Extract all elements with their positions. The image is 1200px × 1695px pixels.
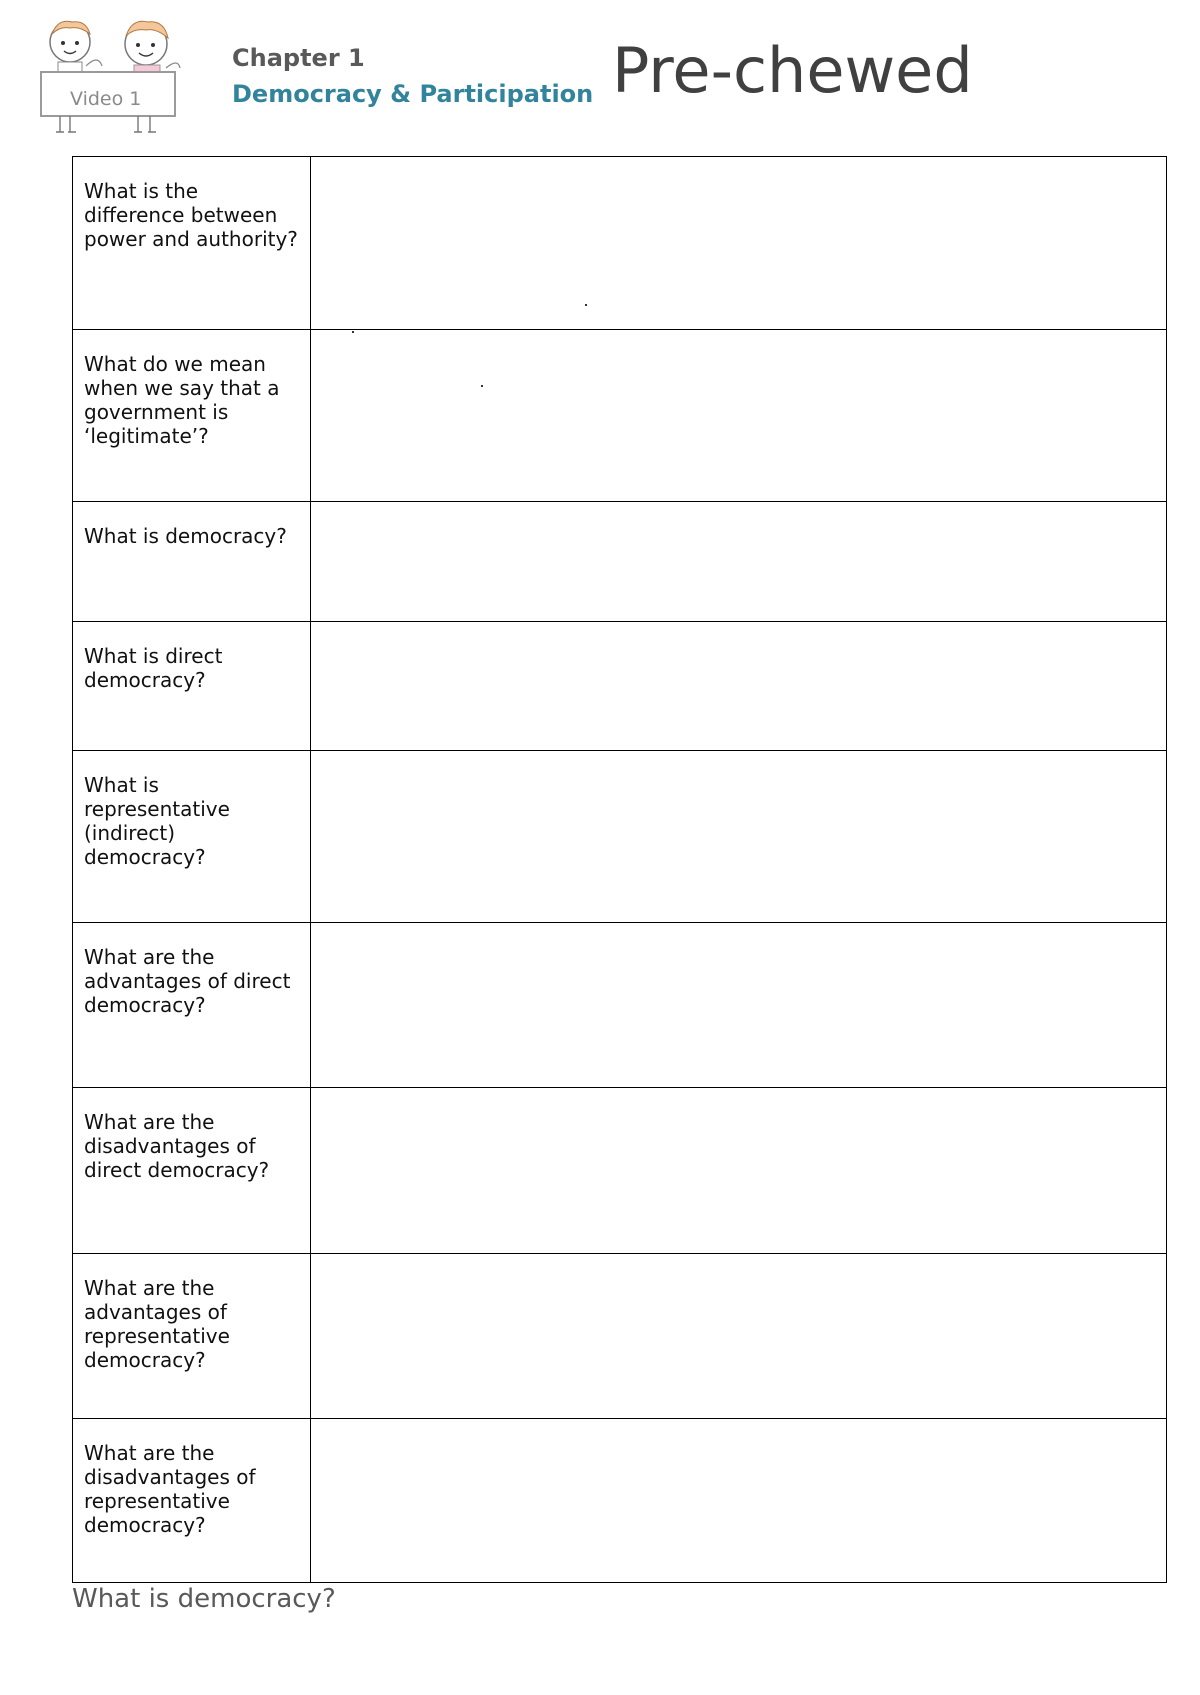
table-row: [73, 1419, 1167, 1583]
stray-mark: [481, 385, 483, 387]
question-table: [72, 156, 1167, 1583]
answer-cell[interactable]: [311, 1419, 1167, 1583]
table-row: [73, 751, 1167, 923]
answer-cell[interactable]: [311, 923, 1167, 1088]
table-row: [73, 1254, 1167, 1419]
question-cell: What are the disadvantages of representative democracy?: [73, 1419, 311, 1583]
question-cell: What are the advantages of direct democracy?: [73, 923, 311, 1088]
question-cell: What is representative (indirect) democracy?: [73, 751, 311, 923]
question-cell: What do we mean when we say that a government is ‘legitimate’?: [73, 330, 311, 502]
question-cell: What is direct democracy?: [73, 622, 311, 751]
chapter-heading: Chapter 1: [232, 44, 365, 72]
table-row: [73, 330, 1167, 502]
page-title: Pre-chewed: [612, 34, 973, 107]
footer-heading: What is democracy?: [72, 1584, 336, 1614]
video-label: Video 1: [70, 88, 142, 110]
question-cell: What are the advantages of representative democracy?: [73, 1254, 311, 1419]
answer-cell[interactable]: [311, 330, 1167, 502]
question-cell: What are the disadvantages of direct democracy?: [73, 1088, 311, 1254]
answer-cell[interactable]: [311, 157, 1167, 330]
question-cell: What is the difference between power and authority?: [73, 157, 311, 330]
answer-cell[interactable]: [311, 622, 1167, 751]
question-cell: What is democracy?: [73, 502, 311, 622]
table-row: [73, 923, 1167, 1088]
table-row: [73, 622, 1167, 751]
answer-cell[interactable]: [311, 1088, 1167, 1254]
answer-cell[interactable]: [311, 502, 1167, 622]
table-row: [73, 157, 1167, 330]
stray-mark: [352, 331, 354, 333]
cartoon-kids-icon: [38, 14, 198, 140]
topic-subtitle: Democracy & Participation: [232, 80, 594, 108]
table-row: [73, 1088, 1167, 1254]
stray-mark: [585, 304, 587, 306]
answer-cell[interactable]: [311, 751, 1167, 923]
answer-cell[interactable]: [311, 1254, 1167, 1419]
table-row: [73, 502, 1167, 622]
video-logo: [38, 14, 198, 140]
